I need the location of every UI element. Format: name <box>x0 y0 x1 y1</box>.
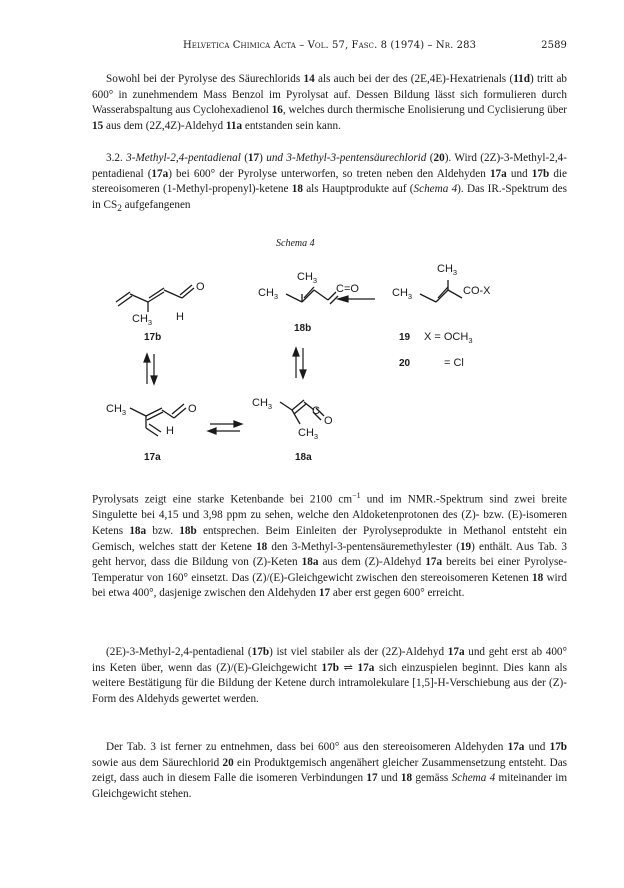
atom-label: $CH_3$ <box>297 271 318 285</box>
compound-ref: 17a <box>447 646 465 658</box>
text: miteinander im Gleichgewicht stehen. <box>92 772 568 800</box>
text: aufgefangenen <box>121 198 191 211</box>
running-header <box>92 40 567 54</box>
page-number: 2589 <box>541 40 567 51</box>
text: aus dem (Z)-Aldehyd <box>318 556 426 569</box>
atom-label: O <box>196 281 205 293</box>
compound-ref: 17a <box>489 167 507 180</box>
compound-ref: 18a <box>129 524 147 537</box>
equilibrium-arrow-vertical <box>144 354 157 384</box>
compound-ref: 15 <box>92 119 104 132</box>
atom-label: $CH_3$ <box>106 403 127 417</box>
compound-ref: 17a <box>151 167 169 180</box>
atom-label: $CH_3$ <box>298 427 319 441</box>
section-title: 3-Methyl-2,4-pentadienal <box>126 152 241 164</box>
text: , welches durch thermische Enolisierung und Cyclisierung über <box>282 104 568 117</box>
compound-ref: 18 <box>400 772 413 785</box>
text: bzw. <box>146 524 180 537</box>
compound-label-17b: 17b <box>144 332 162 343</box>
reaction-scheme <box>92 232 567 484</box>
atom-label: $CH_3$ <box>258 287 279 301</box>
atom-label: O <box>324 415 333 427</box>
text: sowie aus dem Säurechlorid <box>92 756 223 769</box>
text: ) tritt ab 600° in zunehmendem Mass Benzol im Pyrolysat auf. Dessen Bildung lässt sich formulieren durch Wasserabspaltung aus Cyclohexadienol <box>92 73 568 117</box>
atom-label: $CH_3$ <box>132 313 153 327</box>
text: ) ist viel stabiler als der (2Z)-Aldehyd <box>269 646 448 658</box>
compound-ref: 18 <box>291 183 303 196</box>
text: aus dem (2Z,4Z)-Aldehyd <box>103 119 226 132</box>
compound-ref: 17 <box>318 587 331 600</box>
scheme-drawing <box>92 232 567 484</box>
compound-ref: 17b <box>251 646 270 658</box>
text: ( <box>240 152 248 164</box>
compound-ref: 18a <box>301 556 319 569</box>
structure-19-20 <box>420 280 462 302</box>
text: ). Das IR.-Spektrum des in CS <box>92 183 567 211</box>
text: aber erst gegen 600° erreicht. <box>330 587 465 600</box>
atom-label: C=O <box>336 283 359 295</box>
compound-ref: 18 <box>532 571 544 584</box>
reaction-arrow <box>338 296 375 302</box>
atom-label: $CH_3$ <box>392 287 413 301</box>
text: ) bei 600° der Pyrolyse unterworfen, so treten neben den Aldehyden <box>168 167 490 180</box>
paragraph-table-3 <box>92 740 567 802</box>
compound-ref: 20 <box>222 756 234 769</box>
text: und geht erst ab 400° ins Keten über, wenn das (Z)/(E)-Gleichgewicht <box>92 646 567 674</box>
superscript: −1 <box>352 491 361 500</box>
structure-18b <box>286 287 338 304</box>
equilibrium-arrow-vertical <box>293 348 306 378</box>
paragraph-section-3-2 <box>92 151 567 218</box>
text: (2E)-3-Methyl-2,4-pentadienal ( <box>106 646 252 658</box>
text: gemäss <box>412 772 452 785</box>
compound-ref: 16 <box>271 104 283 117</box>
scheme-ref: Schema 4 <box>413 183 458 196</box>
compound-label-18a: 18a <box>295 452 312 463</box>
substituent-definition: $X = OCH_3$ <box>424 331 473 345</box>
structure-17a <box>130 404 186 436</box>
compound-ref: 17a <box>357 661 375 674</box>
compound-ref: 18b <box>179 524 197 537</box>
subscript: 2 <box>117 204 122 215</box>
compound-label-19: 19 <box>399 332 411 343</box>
compound-label-17a: 17a <box>144 452 161 463</box>
text: ein Produktgemisch angenähert gleicher Zusammensetzung entsteht. Das zeigt, dass auch in diesem Falle die isomeren Verbindungen <box>92 756 568 785</box>
text: wird bei etwa 400°, dasjenige zwischen den Aldehyden <box>92 571 567 600</box>
text: und <box>524 741 550 753</box>
compound-label-18b: 18b <box>294 323 312 334</box>
atom-label: CO-X <box>463 285 491 297</box>
text: als auch bei der des (2E,4E)-Hexatrienals ( <box>314 73 514 85</box>
structure-17b <box>116 285 194 312</box>
section-number: 3.2. <box>106 152 127 164</box>
scheme-ref: Schema 4 <box>451 772 496 785</box>
text: und im NMR.-Spektrum sind zwei breite Singulette bei 4,15 und 3,98 ppm zu sehen, welche den Aldoketenprotonen des (Z)- bzw. (E)-isomeren Ketens <box>92 493 567 537</box>
compound-ref: 17b <box>321 661 339 674</box>
scheme-caption: Schema 4 <box>276 238 315 249</box>
text: Der Tab. 3 ist ferner zu entnehmen, dass bei 600° aus den stereoisomeren Aldehyden <box>106 741 508 753</box>
text: die stereoisomeren (1-Methyl-propenyl)-ketene <box>92 167 568 196</box>
atom-label: H <box>176 311 184 323</box>
compound-ref: 17 <box>247 152 260 164</box>
compound-ref: 17 <box>366 772 378 785</box>
text: den 3-Methyl-3-pentensäuremethylester ( <box>267 540 460 553</box>
text: Sowohl bei der Pyrolyse des Säurechlorids <box>106 73 304 85</box>
compound-ref: 19 <box>459 540 472 553</box>
text: entstanden sein kann. <box>242 119 341 132</box>
compound-ref: 17a <box>425 556 443 569</box>
text: sich einzuspielen beginnt. Dies kann als weitere Bestätigung für die Bildung der Ketene durch intramolekulare [1,5]-H-Verschiebung aus der (Z)-Form des Aldehyds gewertet werden. <box>92 661 568 705</box>
atom-label: $CH_3$ <box>252 397 273 411</box>
paragraph-ketene-spectra <box>92 488 567 602</box>
paragraph-aldehyde-stability <box>92 645 567 707</box>
text: als Hauptprodukte auf ( <box>302 183 414 196</box>
equilibrium-arrow-horizontal <box>208 421 242 434</box>
text: ( <box>426 152 434 164</box>
compound-ref: 17a <box>507 741 525 753</box>
journal-header: Helvetica Chimica Acta – Vol. 57, Fasc. 8 (1974) – Nr. 283 <box>182 40 477 51</box>
equilibrium-symbol: ⇌ <box>338 661 358 674</box>
compound-ref: 11a <box>225 119 243 132</box>
compound-ref: 18 <box>256 540 268 553</box>
paragraph-benzene-formation <box>92 72 567 134</box>
compound-ref: 20 <box>433 152 445 164</box>
text: und <box>506 167 532 180</box>
atom-label: $CH_3$ <box>437 263 458 277</box>
compound-ref: 14 <box>303 73 315 85</box>
text: ) enthält. Aus Tab. 3 geht hervor, dass die Bildung von (Z)-Keten <box>92 540 567 569</box>
compound-ref: 11d <box>513 73 530 85</box>
atom-label: C <box>312 405 320 417</box>
atom-label: H <box>166 425 174 437</box>
compound-ref: 17b <box>549 741 568 753</box>
text: entsprechen. Beim Einleiten der Pyrolyseprodukte in Methanol entsteht ein Gemisch, welches statt der Ketene <box>92 524 567 553</box>
text: ). Wird (2Z)-3-Methyl-2,4-pentadienal ( <box>92 152 567 180</box>
compound-ref: 17b <box>531 167 550 180</box>
text: Pyrolysats zeigt eine starke Ketenbande bei 2100 cm <box>92 493 353 506</box>
atom-label: O <box>188 403 197 415</box>
section-title: und 3-Methyl-3-pentensäurechlorid <box>266 152 427 164</box>
compound-label-20: 20 <box>399 358 411 369</box>
text: ) <box>259 152 267 164</box>
text: und <box>377 772 401 785</box>
substituent-definition: = Cl <box>444 357 464 369</box>
text: bereits bei einer Pyrolyse-Temperatur von 160° einsetzt. Das (Z)/(E)-Gleichgewicht zwischen den stereoisomeren Ketenen <box>92 556 568 584</box>
